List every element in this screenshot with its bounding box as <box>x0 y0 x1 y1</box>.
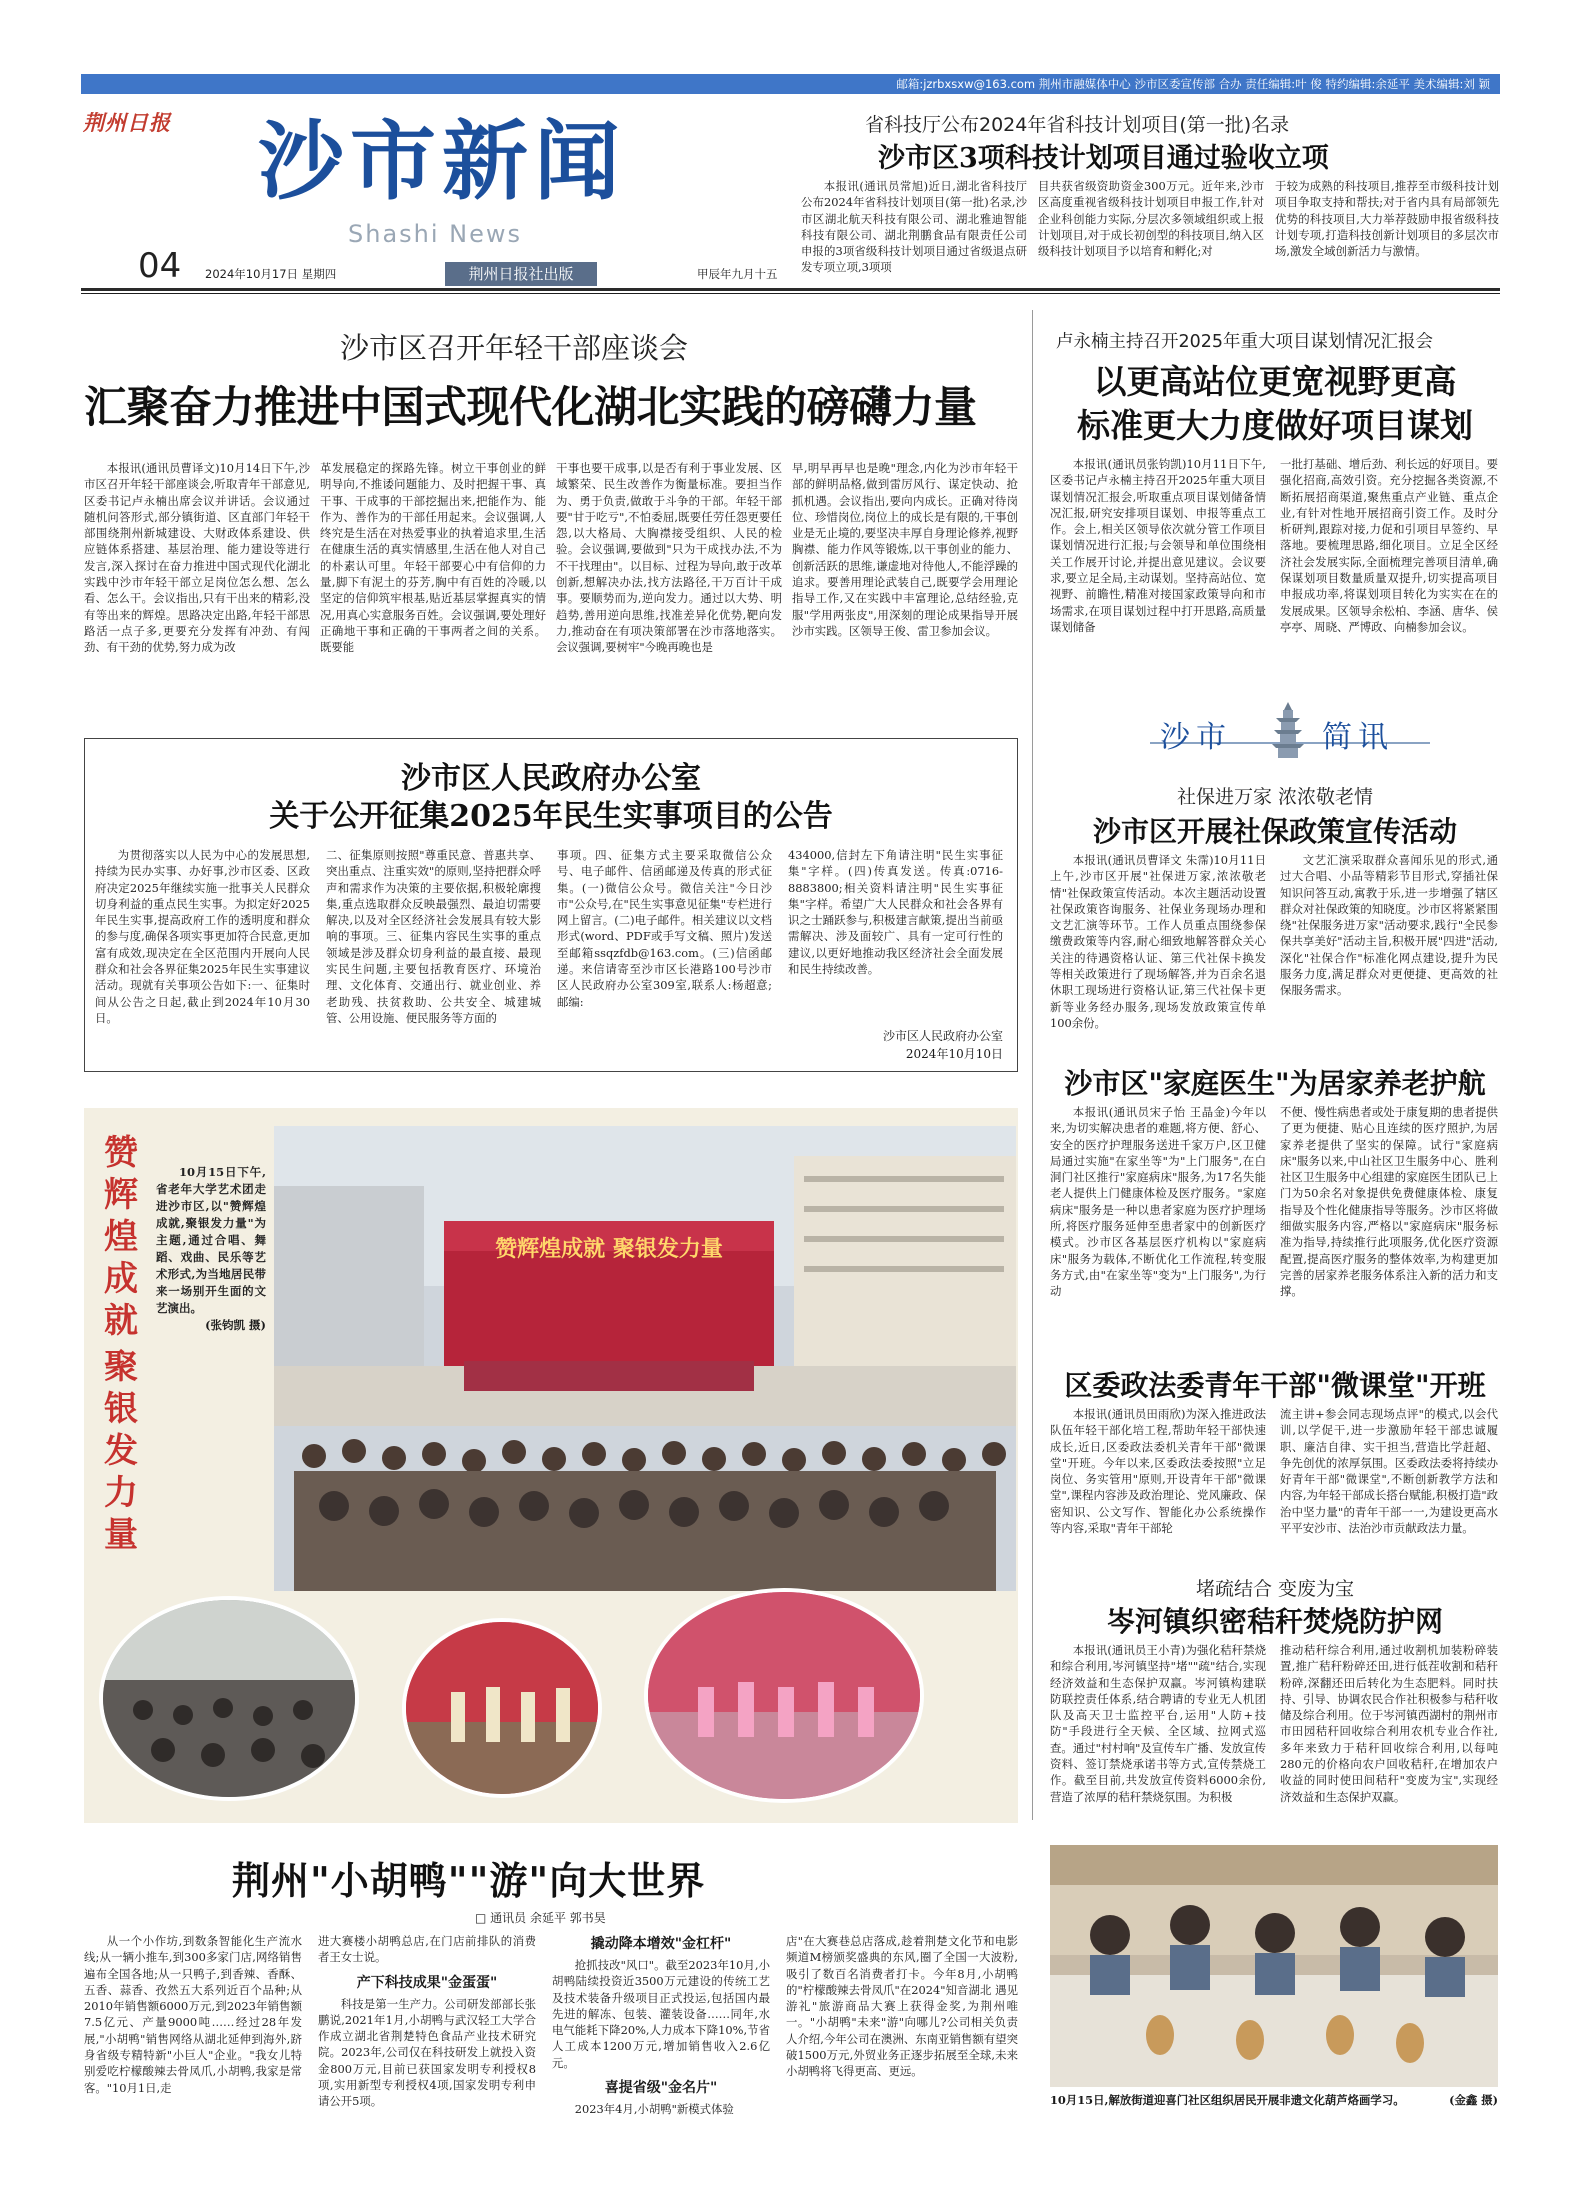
straw-col-2 <box>1280 1642 1498 1838</box>
lead-text-3: 干事也要干成事,以是否有利于事业发展、区域繁荣、民生改善作为衡量标准。要担当作为、勇于负责,做敢于斗争的干部。年轻干部要"甘于吃亏",不怕委屈,既要任劳任怨更要任怨,以大格局、大胸襟接受组织、人民的检验。会议强调,要做到"只为干成找办法,不为不干找理由"。以目标、过程为导向,敢于改革创新,想解决办法,找方法路径,干万百计干成事。要顺势而为,逆向发力。通过以大势、明趋势,善用逆向思维,找准差异化优势,靶向发力,推动奋在有项决策部署在沙市落地落实。会议强调,要树牢"今晚再晚也是 <box>556 461 782 655</box>
masthead-rule-thin <box>81 293 1500 294</box>
masthead-rule <box>81 288 1500 291</box>
right-top-kicker: 卢永楠主持召开2025年重大项目谋划情况汇报会 <box>1056 332 1434 352</box>
doctor-col-2 <box>1280 1104 1498 1348</box>
notice-col-1 <box>95 847 310 1067</box>
photo-feature-panel <box>84 1108 1018 1823</box>
top-story-kicker: 省科技厅公布2024年省科技计划项目(第一批)名录 <box>865 114 1290 136</box>
notice-title-2: 关于公开征集2025年民生实事项目的公告 <box>269 799 833 834</box>
lead-col-2 <box>320 460 546 710</box>
performers-image <box>406 1622 602 1798</box>
inset-photo-crowd <box>99 1596 359 1801</box>
notice-text-1: 为贯彻落实以人民为中心的发展思想,持续为民办实事、办好事,沙市区委、区政府决定2025年继续实施一批事关人民群众切身利益的重点民生实事。为拟定好2025年民生实事,提高政府工作的透明度和群众的参与度,确保各项实事更加符合民意,更加富有成效,现决定在全区范围内开展向人民群众和社会各界征集2025年民生实事建议活动。现就有关事项公告如下:一、征集时间从公告之日起,截止到2024年10月30日。 <box>95 848 310 1025</box>
straw-col-1 <box>1050 1642 1266 1838</box>
notice-text-2: 二、征集原则按照"尊重民意、普惠共享、突出重点、注重实效"的原则,坚持把群众呼声和需求作为决策的主要依据,积极轮廓搜集,重点选取群众反映最强烈、最迫切需要解决,以及对全区经济社会发展具有较大影响的事项。三、征集内容民生实事的重点领域是涉及群众切身利益的最直接、最现实民生问题,主要包括教育医疗、环境治理、文化体育、交通出行、就业创业、养老助残、扶贫救助、公共安全、城建城管、公用设施、便民服务等方面的 <box>326 848 541 1025</box>
class-text-2: 流主讲+参会同志现场点评"的模式,以会代训,以学促干,进一步激励年轻干部忠诚履职、廉洁自律、实干担当,营造比学赶超、争先创优的浓厚氛围。区委政法委将持续办好青年干部"微课堂",不断创新教学方法和内容,为年轻干部成长搭台赋能,积极打造"政治中坚力量"的青年干部一一,为建设更高水平平安沙市、法治沙市贡献政法力量。 <box>1280 1407 1498 1536</box>
bottom-col-3 <box>552 1933 770 2123</box>
bottom-byline: □ 通讯员 余延平 郭书昊 <box>475 1911 606 1925</box>
bottom-col-2 <box>318 1933 536 2123</box>
class-text-1: 本报讯(通讯员田雨欣)为深入推进政法队伍年轻干部化培工程,帮助年轻干部快速成长,近日,区委政法委机关青年干部"微课堂"开班。今年以来,区委政法委按照"立足岗位、务实管用"原则,开设青年干部"微课堂",课程内容涉及政治理论、党风廉政、保密知识、公文写作、智能化办公系统操作等内容,采取"青年干部轮 <box>1050 1407 1266 1536</box>
publisher-text: 荆州日报社出版 <box>468 265 574 283</box>
top-story-col-1 <box>801 178 1027 280</box>
publisher-badge <box>445 262 597 286</box>
right-top-headline-2: 标准更大力度做好项目谋划 <box>1077 406 1473 445</box>
right-top-text-1: 本报讯(通讯员张钧凯)10月11日下午,区委书记卢永楠主持召开2025年重大项目谋划情况汇报会,听取重点项目谋划储备情况汇报,研究安排项目谋划、申报等重点工作。会上,相关区领导依次就分管工作项目谋划情况进行汇报;与会领导和单位围绕相关工作展开讨论,并提出意见建议。会议要求,要立足全局,主动谋划。坚持高站位、宽视野、前瞻性,精准对接国家政策导向和市场需求,在项目谋划过程中打开思路,高质量谋划储备 <box>1050 457 1266 634</box>
notice-col-4 <box>788 847 1003 1007</box>
notice-signoff-date: 2024年10月10日 <box>905 1047 1003 1061</box>
social-col-2 <box>1280 852 1498 1048</box>
issue-date: 2024年10月17日 星期四 <box>205 267 337 281</box>
right-photo-caption <box>1050 2092 1498 2108</box>
bottom-text-4: 店"在大赛巷总店落成,趁着荆楚文化节和电影频道M榜颁奖盛典的东风,圈了全国一大波粉,吸引了数百名消费者打卡。今年8月,小胡鸭的"柠檬酸辣去骨凤爪"在2024"知音湖北 遇见游礼"旅游商品大赛上获得金奖,为荆州唯一。"小胡鸭"未来"游"向哪儿?公司相关负责人介绍,今年公司在澳洲、东南亚销售额有望突破1500万元,外贸业务正逐步拓展至全球,未来小胡鸭将飞得更高、更远。 <box>786 1934 1018 2079</box>
notice-signoff-org: 沙市区人民政府办公室 <box>882 1029 1003 1043</box>
straw-text-1: 本报讯(通讯员王小青)为强化秸秆禁烧和综合利用,岑河镇坚持"堵""疏"结合,实现经济效益和生态保护双赢。岑河镇构建联防联控责任体系,结合聘请的专业无人机团队及高天卫士监控平台,运用"人防+技防"手段进行全天候、全区域、拉网式巡查。通过"村村响"及宣传车广播、发放宣传资料、签订禁烧承诺书等方式,宣传禁烧工作。截至目前,共发放宣传资料6000余份,营造了浓厚的秸秆禁烧氛围。为积极 <box>1050 1643 1266 1804</box>
feature-vertical-title-2: 聚银发力量 <box>104 1347 138 1555</box>
straw-headline: 岑河镇织密秸秆焚烧防护网 <box>1106 1605 1443 1638</box>
lead-text-4: 早,明早再早也是晚"理念,内化为沙市年轻干部的鲜明品格,做到雷厉风行、谋定快动、抢抓机遇。会议指出,要向内成长。正确对待岗位、珍惜岗位,岗位上的成长是有限的,干事创业是无止境的,要坚决丰厚自身理论修养,视野胸襟、能力作风等锻炼,以干事创业的能力、创新活跃的思维,谦虚地对待他人,不能浮躁的追求。要善用理论武装自己,既要学会用理论指导工作,又在实践中丰富理论,总结经验,克服"学用两张皮",用深刻的理论成果指导开展沙市实践。区领导王俊、雷卫参加会议。 <box>792 461 1018 638</box>
bottom-headline: 荆州"小胡鸭""游"向大世界 <box>232 1858 706 1903</box>
bottom-text-1: 从一个小作坊,到数条智能化生产流水线;从一辆小推车,到300多家门店,网络销售遍布全国各地;从一只鸭子,到香辣、香酥、五香、蒜香、孜然五大系列近百个品种;从2010年销售额6000万元,到2023年销售额7.5亿元、产量9000吨……经过28年发展,"小胡鸭"销售网络从湖北延伸到海外,跻身省级专精特新"小巨人"企业。"我女儿特别爱吃柠檬酸辣去骨凤爪,小胡鸭,我家是常客。"10月1日,走 <box>84 1934 302 2095</box>
bottom-text-2b: 科技是第一生产力。公司研发部部长张鹏说,2021年1月,小胡鸭与武汉轻工大学合作成立湖北省荆楚特色食品产业技术研究院。2023年,公司仅在科技研发上就投入资金800万元,目前已获国家发明专利授权8项,实用新型专利授权4项,国家发明专利申请公开5项。 <box>318 1996 536 2109</box>
lead-col-3 <box>556 460 782 710</box>
lead-text-2: 革发展稳定的探路先锋。树立干事创业的鲜明导向,不推诿问题能力、及时把握干事、真干事、干成事的干部挖掘出来,把能作为、能作为、善作为的干部任用起来。会议强调,人终究是生活在对热爱事业的执着追求里,生活在健康生活的真实情感里,生活在他人对自己的朴素认可里。年轻干部要心中有信仰的力量,脚下有泥土的芬芳,胸中有百姓的冷暖,以坚定的信仰筑牢根基,贴近基层掌握真实的情况,用真心实意服务百姓。会议强调,要处理好正确地干事和正确的干事两者之间的关系。既要能 <box>320 461 546 655</box>
bottom-subhead-3: 喜提省级"金名片" <box>604 2080 718 2097</box>
column-divider <box>1032 310 1033 1820</box>
class-col-1 <box>1050 1406 1266 1562</box>
brief-header-left: 沙市 <box>1160 720 1232 755</box>
section-title: 沙市新闻 <box>258 111 626 212</box>
social-kicker: 社保进万家 浓浓敬老情 <box>1176 786 1374 808</box>
top-story-col-3 <box>1275 178 1499 280</box>
section-title-en: Shashi News <box>348 220 523 248</box>
feature-caption-box <box>156 1164 266 1384</box>
concert-scene-image <box>274 1126 1016 1591</box>
lead-text-1: 本报讯(通讯员曹译文)10月14日下午,沙市区召开年轻干部座谈会,听取青年干部意见,区委书记卢永楠出席会议并讲话。会议通过随机问答形式,部分镇街道、区直部门年轻干部围绕荆州新城建设、大财政体系建设、供应链体系搭建、基层治理、能力建设等进行发言,深入探讨在奋力推进中国式现代化湖北实践中沙市年轻干部立足岗位怎么想、怎么看、怎么干。会议指出,只有干出来的精彩,没有等出来的辉煌。思路决定出路,年轻干部思路活一点子多,更要充分发挥有冲劲、有闯劲、有干劲的优势,努力成为改 <box>84 461 310 655</box>
lead-col-4 <box>792 460 1018 710</box>
inset-photo-performers <box>402 1618 602 1798</box>
bottom-text-3a: 抢抓技改"风口"。截至2023年10月,小胡鸭陆续投资近3500万元建设的传统工艺及技术装备升级项目正式投运,包括国内最先进的解冻、包装、灌装设备……同年,水电气能耗下降20%,人力成本下降10%,节省人工成本1200万元,增加销售收入2.6亿元。 <box>552 1958 770 2070</box>
feature-caption: 10月15日下午,省老年大学艺术团走进沙市区,以"赞辉煌成就,聚银发力量"为主题,通过合唱、舞蹈、戏曲、民乐等艺术形式,为当地居民带来一场别开生面的文艺演出。 <box>156 1165 266 1315</box>
right-top-col-1 <box>1050 456 1266 692</box>
workshop-image <box>1050 1845 1498 2087</box>
feature-main-photo <box>274 1126 1016 1591</box>
top-story-text-3: 于较为成熟的科技项目,推荐至市级科技计划项目争取支持和帮扶;对于省内具有局部领先优势的科技项目,大力举荐鼓励申报省级科技计划专项,打造科技创新计划项目的多层次市场,激发全域创新活力与激情。 <box>1275 179 1499 259</box>
lead-col-1 <box>84 460 310 710</box>
dancers-image <box>648 1592 924 1803</box>
bottom-text-3b: 2023年4月,小胡鸭"新模式体验 <box>574 2102 734 2117</box>
bottom-subhead-1: 产下科技成果"金蛋蛋" <box>356 1974 498 1991</box>
contact-bar <box>81 74 1500 94</box>
class-headline: 区委政法委青年干部"微课堂"开班 <box>1064 1369 1486 1402</box>
contact-bar-text: 邮箱:jzrbxsxw@163.com 荆州市融媒体中心 沙市区委宣传部 合办 责任编辑:叶 俊 特约编辑:余延平 美术编辑:刘 颖 <box>896 77 1490 91</box>
brief-header-right: 简讯 <box>1322 720 1394 755</box>
straw-kicker: 堵疏结合 变废为宝 <box>1195 1578 1355 1600</box>
stage-banner-text: 赞辉煌成就 聚银发力量 <box>495 1236 723 1262</box>
feature-vertical-title-1: 赞辉煌成就 <box>104 1133 138 1341</box>
doctor-text-1: 本报讯(通讯员宋子怡 王晶金)今年以来,为切实解决患者的难题,将方便、舒心、安全的医疗护理服务送进千家万户,区卫健局通过实施"在家坐等"为"上门服务",在白洞门社区推行"家庭病床"服务,为17名失能老人提供上门健康体检及医疗服务。"家庭病床"服务是一种以患者家庭为医疗护理场所,将医疗服务延伸至患者家中的创新医疗模式。沙市区各基层医疗机构以"家庭病床"服务为载体,不断优化工作流程,转变服务方式,由"在家坐等"变为"上门服务",为行动 <box>1050 1105 1266 1299</box>
feature-credit: (张钧凯 摄) <box>205 1318 266 1332</box>
top-story-headline: 沙市区3项科技计划项目通过验收立项 <box>878 143 1329 174</box>
lunar-date: 甲辰年九月十五 <box>697 267 778 281</box>
bottom-col-1 <box>84 1933 302 2123</box>
top-story-col-2 <box>1038 178 1264 280</box>
notice-col-2 <box>326 847 541 1067</box>
social-text-2: 文艺汇演采取群众喜闻乐见的形式,通过大合唱、小品等精彩节目形式,穿插社保知识问答互动,寓教于乐,进一步增强了辖区群众对社保政策的知晓度。沙市区将紧紧围绕"社保服务进万家"活动要求,践行"全民参保共享美好"活动主旨,积极开展"四进"活动,深化"社保合作"标准化网点建设,提升为民服务力度,满足群众对更便捷、更高效的社保服务需求。 <box>1280 853 1498 998</box>
top-story-text-1: 本报讯(通讯员常旭)近日,湖北省科技厅公布2024年省科技计划项目(第一批)名录,沙市区湖北航天科技有限公司、湖北雅迪智能科技有限公司、湖北荆鹏食品有限责任公司申报的3项省级科技计划项目通过省级退点研发专项立项,3项项 <box>801 179 1027 275</box>
notice-col-3 <box>557 847 772 1067</box>
inset-photo-dancers <box>644 1588 924 1803</box>
pagoda-icon <box>1268 700 1308 760</box>
notice-text-3: 事项。四、征集方式主要采取微信公众号、电子邮件、信函邮递及传真的形式征集。(一)微信公众号。微信关注"今日沙市"公众号,在"民生实事意见征集"专栏进行网上留言。(二)电子邮件。相关建议以文档形式(word、PDF或手写文稿、照片)发送至邮箱ssqzfdb@163.com。(三)信函邮递。来信请寄至沙市区长港路100号沙市区人民政府办公室309室,联系人:杨超意;邮编: <box>557 848 772 1009</box>
brief-header <box>1150 700 1430 768</box>
notice-title-1: 沙市区人民政府办公室 <box>401 761 701 796</box>
right-photo-caption-text: 10月15日,解放街道迎喜门社区组织居民开展非遗文化葫芦烙画学习。 <box>1050 2093 1405 2107</box>
doctor-col-1 <box>1050 1104 1266 1348</box>
social-col-1 <box>1050 852 1266 1048</box>
top-story-text-2: 目共获省级资助资金300万元。近年来,沙市区高度重视省级科技计划项目申报工作,针对企业科创能力实际,分层次多领域组织或上报计划项目,对于成长初创型的科技项目,纳入区级科技计划项目予以培育和孵化;对 <box>1038 179 1264 259</box>
doctor-headline: 沙市区"家庭医生"为居家养老护航 <box>1064 1067 1486 1100</box>
right-photo-credit: (金鑫 摄) <box>1449 2093 1498 2107</box>
bottom-col-4 <box>786 1933 1018 2123</box>
lead-kicker: 沙市区召开年轻干部座谈会 <box>340 331 689 365</box>
social-text-1: 本报讯(通讯员曹译文 朱霈)10月11日上午,沙市区开展"社保进万家,浓浓敬老情"社保政策宣传活动。本次主题活动设置社保政策咨询服务、社保业务现场办理和文艺汇演等环节。工作人员重点围绕参保缴费政策等内容,耐心细致地解答群众关心关注的待遇资格认证、第三代社保卡换发等相关政策进行了现场解答,并为百余名退休职工现场进行资格认证,第三代社保卡更新等业务经办服务,现场发放政策宣传单100余份。 <box>1050 853 1266 1030</box>
notice-text-4: 434000,信封左下角请注明"民生实事征集"字样。(四)传真发送。传真:0716-8883800;相关资料请注明"民生实事征集"字样。希望广大人民群众和社会各界有识之士踊跃参与,积极建言献策,提出当前亟需解决、涉及面较广、具有一定可行性的建议,以更好地推动我区经济社会全面发展和民生持续改善。 <box>788 848 1003 977</box>
bottom-text-2a: 进大赛楼小胡鸭总店,在门店前排队的消费者王女士说。 <box>318 1934 536 1965</box>
class-col-2 <box>1280 1406 1498 1562</box>
right-top-text-2: 一批打基础、增后劲、利长远的好项目。要强化招商,高效引资。充分挖掘各类资源,不断拓展招商渠道,聚焦重点产业链、重点企业,有针对性地开展招商引资工作。及时分析研判,跟踪对接,力促和引项目早签约、早落地。要梳理思路,细化项目。立足全区经济社会发展实际,全面梳理完善项目清单,确保谋划项目数量质量双提升,切实提高项目申报成功率,将谋划项目转化为实实在在的发展成果。区领导余松柏、李涵、唐华、侯亭亭、周晓、严博政、向楠参加会议。 <box>1280 457 1498 634</box>
bottom-subhead-2: 撬动降本增效"金杠杆" <box>590 1936 732 1952</box>
crowd-image <box>103 1600 359 1801</box>
right-top-col-2 <box>1280 456 1498 692</box>
social-headline: 沙市区开展社保政策宣传活动 <box>1092 815 1457 848</box>
doctor-text-2: 不便、慢性病患者或处于康复期的患者提供了更为便捷、贴心且连续的医疗照护,为居家养老提供了坚实的保障。试行"家庭病床"服务以来,中山社区卫生服务中心、胜利社区卫生服务中心组建的家庭医生团队已上门为50余名对象提供免费健康体检、康复指导及个性化健康指导等服务。沙市区将做细做实服务内容,严格以"家庭病床"服务标准为指导,持续推行此项服务,优化医疗资源配置,提高医疗服务的整体效率,为构建更加完善的居家养老服务体系注入新的活力和支撑。 <box>1280 1105 1498 1299</box>
notice-box <box>84 738 1018 1072</box>
lead-headline: 汇聚奋力推进中国式现代化湖北实践的磅礴力量 <box>84 383 977 433</box>
right-top-headline-1: 以更高站位更宽视野更高 <box>1093 362 1457 401</box>
newspaper-logo: 荆州日报 <box>83 110 171 135</box>
page-number: 04 <box>138 246 182 286</box>
right-photo <box>1050 1845 1498 2087</box>
straw-text-2: 推动秸秆综合利用,通过收割机加装粉碎装置,推广秸秆粉碎还田,进行低茬收割和秸秆粉碎,深翻还田后转化为生态肥料。同时扶持、引导、协调农民合作社积极参与秸秆收储及综合利用。位于岑河镇西湖村的荆州市市田园秸秆回收综合利用农机专业合作社,多年来致力于秸秆回收综合利用,以每吨280元的价格向农户回收秸秆,在增加农户收益的同时使田间秸秆"变废为宝",实现经济效益和生态保护双赢。 <box>1280 1643 1498 1804</box>
